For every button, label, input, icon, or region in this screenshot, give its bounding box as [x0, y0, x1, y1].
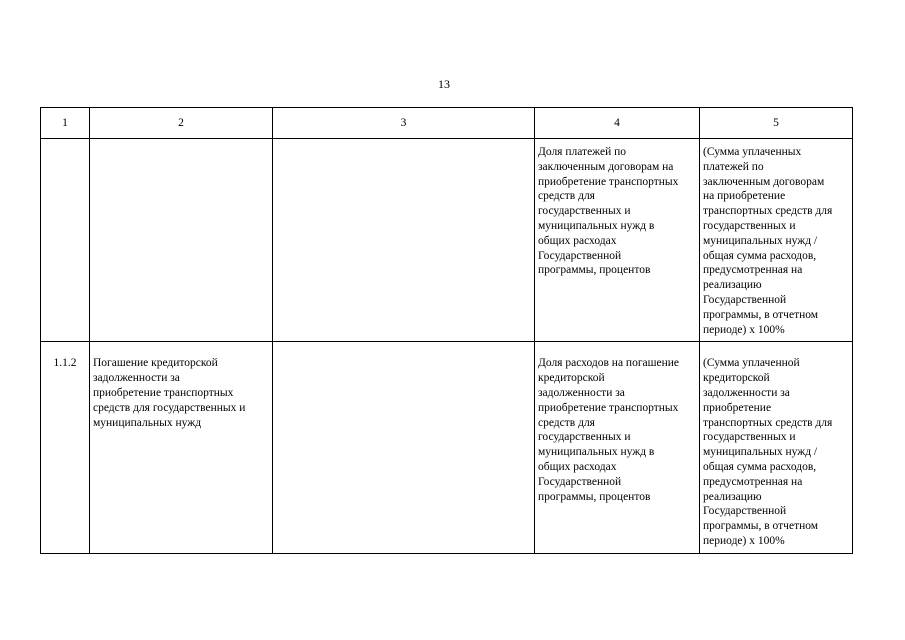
column-header: 2	[90, 108, 273, 139]
table-row	[41, 139, 853, 342]
column-header: 4	[535, 108, 700, 139]
measure-name-cell: Погашение кредиторской задолженности за приобретение транспортных средств для государственных и муниципальных нужд	[90, 342, 273, 553]
indicators-table	[40, 107, 853, 554]
empty-cell	[273, 342, 535, 553]
page-number: 13	[438, 77, 450, 91]
table-header-row	[41, 108, 853, 139]
formula-cell: (Сумма уплаченной кредиторской задолженности за приобретение транспортных средств для государственных и муниципальных нужд / общая сумма расходов, предусмотренная на реализацию Государственной программы, в отчетном периоде) x 100%	[700, 342, 853, 553]
row-number-cell: 1.1.2	[41, 342, 90, 553]
column-header: 5	[700, 108, 853, 139]
indicator-cell: Доля платежей по заключенным договорам на приобретение транспортных средств для государственных и муниципальных нужд в общих расходах Государственной программы, процентов	[535, 139, 700, 342]
column-header: 3	[273, 108, 535, 139]
empty-cell	[273, 139, 535, 342]
column-header: 1	[41, 108, 90, 139]
table-row	[41, 342, 853, 553]
formula-cell: (Сумма уплаченных платежей по заключенным договорам на приобретение транспортных средств для государственных и муниципальных нужд / общая сумма расходов, предусмотренная на реализацию Государственной программы, в отчетном периоде) x 100%	[700, 139, 853, 342]
measure-name-cell	[90, 139, 273, 342]
indicator-cell: Доля расходов на погашение кредиторской задолженности за приобретение транспортных средств для государственных и муниципальных нужд в общих расходах Государственной программы, процентов	[535, 342, 700, 553]
row-number-cell	[41, 139, 90, 342]
